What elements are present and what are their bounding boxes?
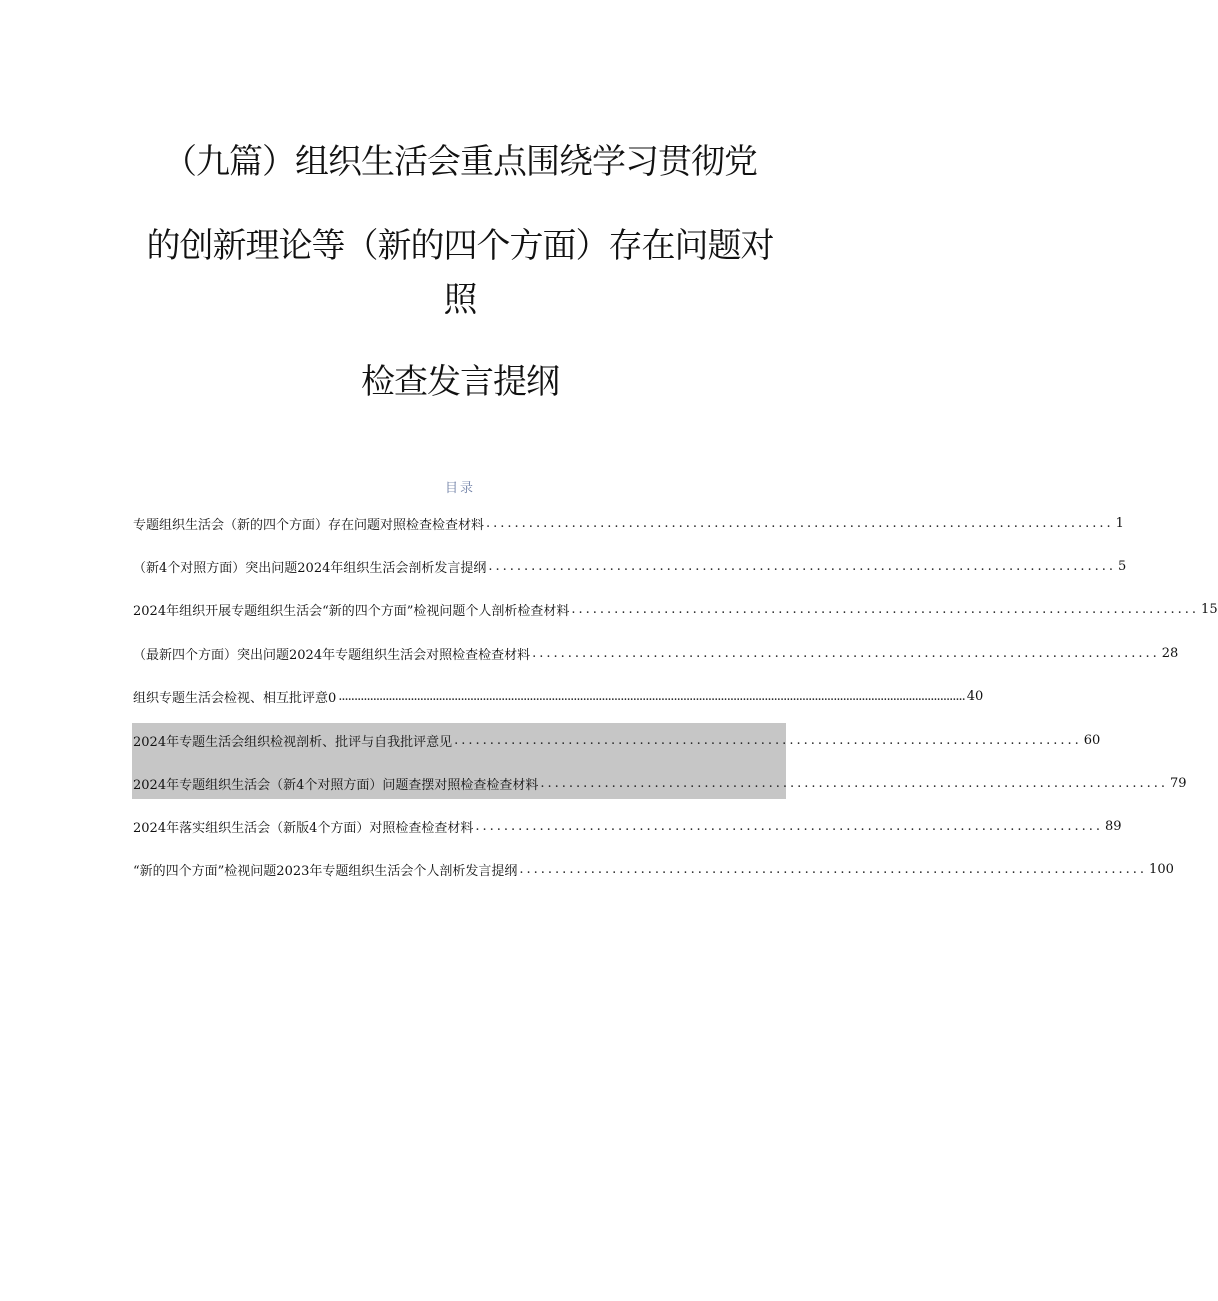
toc-item[interactable] [133, 806, 1122, 846]
toc-item-title: 组织专题生活会检视、相互批评意0 [133, 690, 337, 706]
toc-item-page: 60 [1083, 732, 1101, 748]
toc-item[interactable] [133, 589, 1218, 629]
toc-leader-dots: ........................................................................................ [571, 601, 1200, 617]
toc-item[interactable] [133, 633, 1179, 673]
title-line-2: 的创新理论等（新的四个方面）存在问题对 [146, 226, 774, 266]
toc-item-page: 5 [1118, 558, 1127, 574]
toc-item-page: 40 [966, 688, 984, 704]
toc-item-title: 2024年落实组织生活会（新版4个方面）对照检查检查材料 [133, 820, 474, 836]
toc-item-page: 28 [1161, 645, 1179, 661]
toc-item-title: 2024年组织开展专题组织生活会“新的四个方面”检视问题个人剖析检查材料 [133, 603, 570, 619]
toc-item-title: “新的四个方面”检视问题2023年专题组织生活会个人剖析发言提纲 [133, 863, 518, 879]
title-line-1: （九篇）组织生活会重点围绕学习贯彻党 [163, 142, 757, 182]
toc-item-page: 100 [1149, 861, 1174, 877]
toc-heading: 目录 [444, 481, 475, 496]
toc-item-title: 2024年专题生活会组织检视剖析、批评与自我批评意见 [133, 734, 453, 750]
toc-item-title: 专题组织生活会（新的四个方面）存在问题对照检查检查材料 [133, 517, 485, 533]
toc-leader-dots: ........................................................................................ [540, 775, 1169, 791]
toc-item-title: （最新四个方面）突出问题2024年专题组织生活会对照检查检查材料 [133, 647, 531, 663]
toc-item-page: 79 [1170, 775, 1187, 791]
toc-leader-dots: ........................................................................................ [519, 861, 1148, 877]
toc-item-page: 15 [1201, 601, 1218, 617]
toc-item[interactable] [133, 676, 984, 716]
toc-leader-dots: ........................................................................................ [486, 515, 1114, 531]
toc-item-page: 89 [1105, 818, 1122, 834]
toc-item-page: 1 [1115, 515, 1124, 531]
title-line-4: 检查发言提纲 [361, 362, 559, 402]
toc-leader-dots: ........................................................................................ [532, 645, 1160, 661]
title-line-3: 照 [443, 280, 477, 320]
toc-item[interactable] [133, 849, 1174, 889]
toc-item[interactable] [133, 763, 1187, 803]
toc-item[interactable] [133, 546, 1127, 586]
toc-leader-dots: ........................................................................................ [488, 558, 1117, 574]
toc-leader-dots: ........................................................................................ [454, 732, 1082, 748]
toc-item[interactable] [133, 503, 1124, 543]
toc-leader-dots: ........................................................................................................................................................................................................ [338, 688, 965, 704]
toc-item[interactable] [133, 720, 1101, 760]
toc-item-title: （新4个对照方面）突出问题2024年组织生活会剖析发言提纲 [133, 560, 487, 576]
toc-item-title: 2024年专题组织生活会（新4个对照方面）问题查摆对照检查检查材料 [133, 777, 539, 793]
toc-leader-dots: ........................................................................................ [475, 818, 1104, 834]
